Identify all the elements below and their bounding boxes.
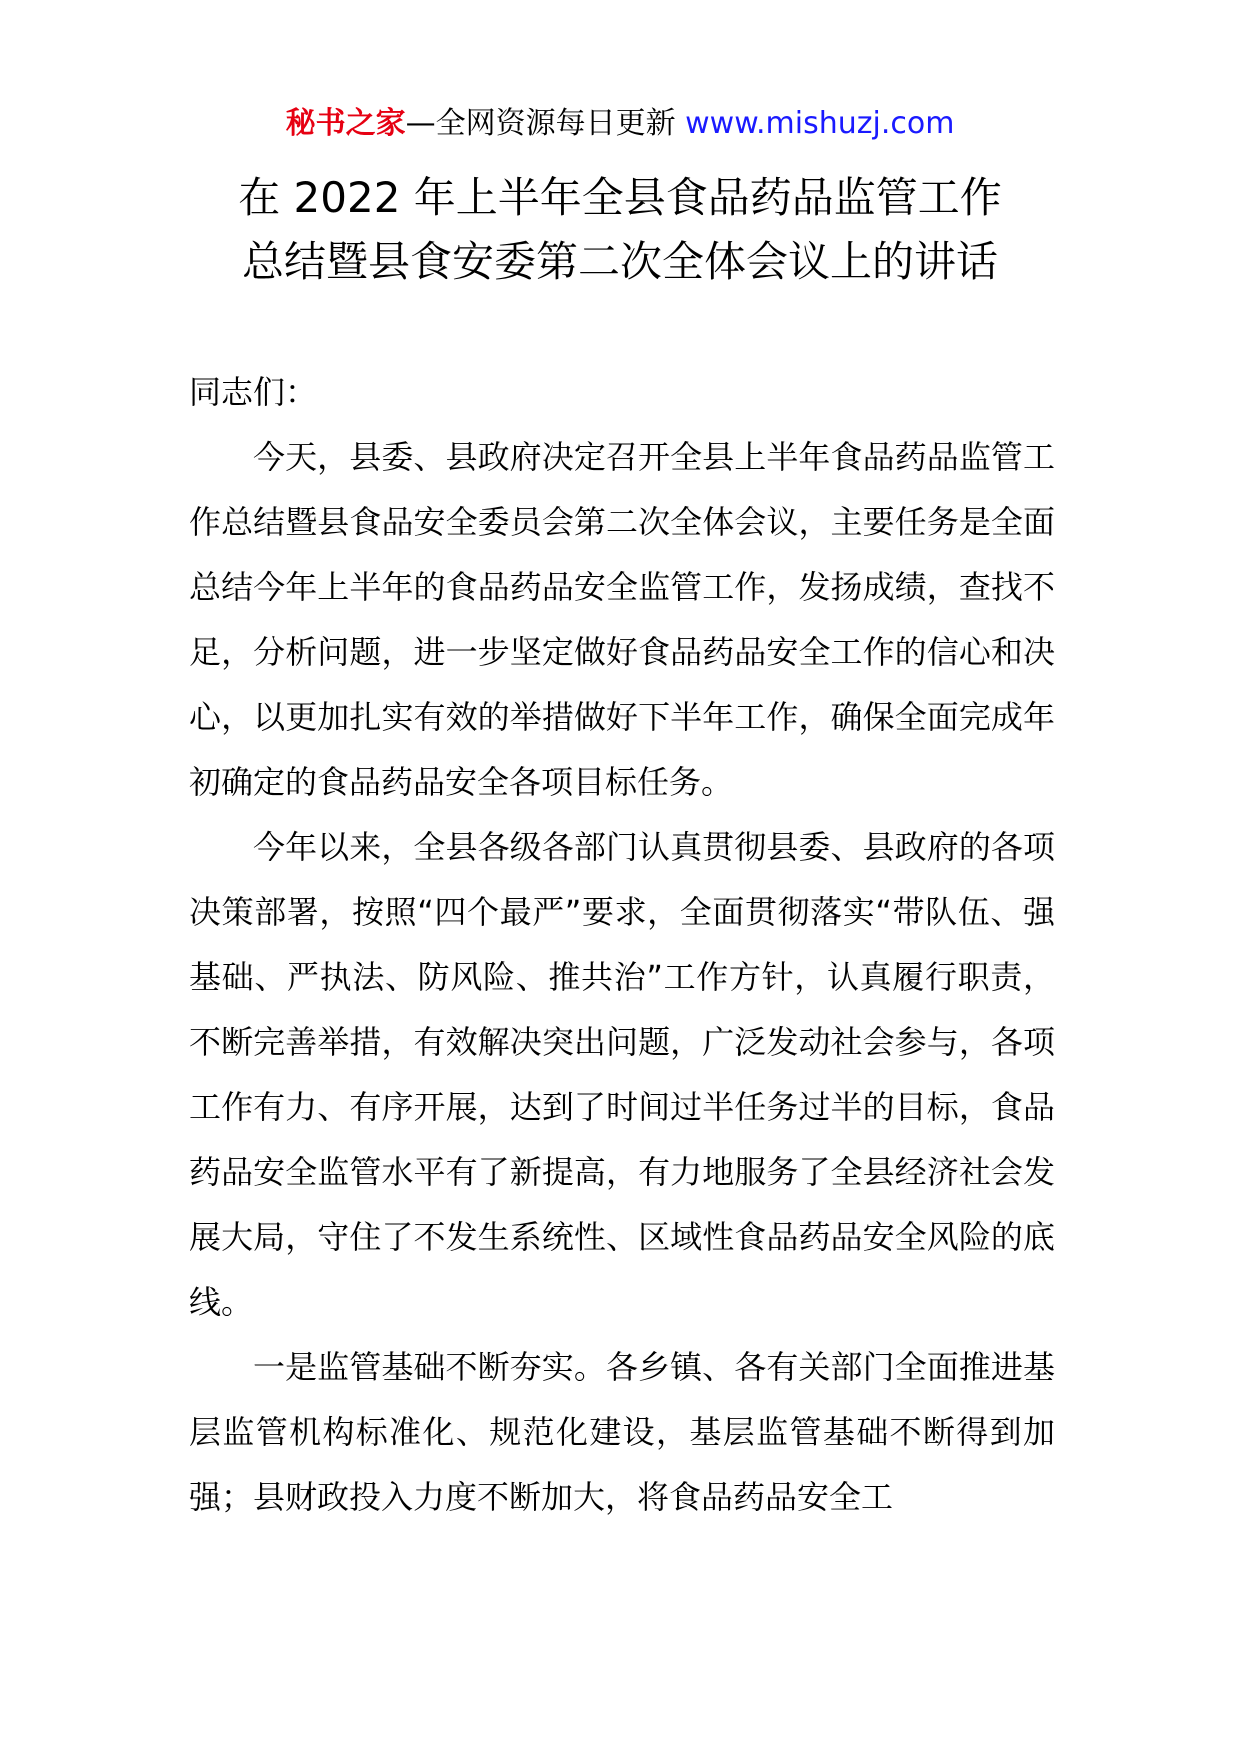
paragraph-3: 一是监管基础不断夯实。各乡镇、各有关部门全面推进基层监管机构标准化、规范化建设，基层监管基础不断得到加强；县财政投入力度不断加大，将食品药品安全工	[189, 1348, 1055, 1516]
brand-name: 秘书之家	[285, 106, 406, 141]
header-slogan: —全网资源每日更新	[405, 106, 676, 141]
header-url-link[interactable]: www.mishuzj.com	[685, 106, 955, 141]
greeting: 同志们：	[189, 373, 318, 411]
site-header	[0, 102, 1240, 146]
paragraph-2: 今年以来，全县各级各部门认真贯彻县委、县政府的各项决策部署，按照“四个最严”要求，全面贯彻落实“带队伍、强基础、严执法、防风险、推共治”工作方针，认真履行职责，不断完善举措，有效解决突出问题，广泛发动社会参与，各项工作有力、有序开展，达到了时间过半任务过半的目标，食品药品安全监管水平有了新提高，有力地服务了全县经济社会发展大局，守住了不发生系统性、区域性食品药品安全风险的底线。	[189, 828, 1055, 1321]
paragraph-1: 今天，县委、县政府决定召开全县上半年食品药品监管工作总结暨县食品安全委员会第二次全体会议，主要任务是全面总结今年上半年的食品药品安全监管工作，发扬成绩，查找不足，分析问题，进一步坚定做好食品药品安全工作的信心和决心，以更加扎实有效的举措做好下半年工作，确保全面完成年初确定的食品药品安全各项目标任务。	[189, 438, 1055, 801]
title-line-1: 在 2022 年上半年全县食品药品监管工作	[238, 173, 1002, 222]
document-title	[100, 166, 1140, 294]
title-line-2: 总结暨县食安委第二次全体会议上的讲话	[241, 237, 998, 286]
document-body	[189, 360, 1055, 1530]
